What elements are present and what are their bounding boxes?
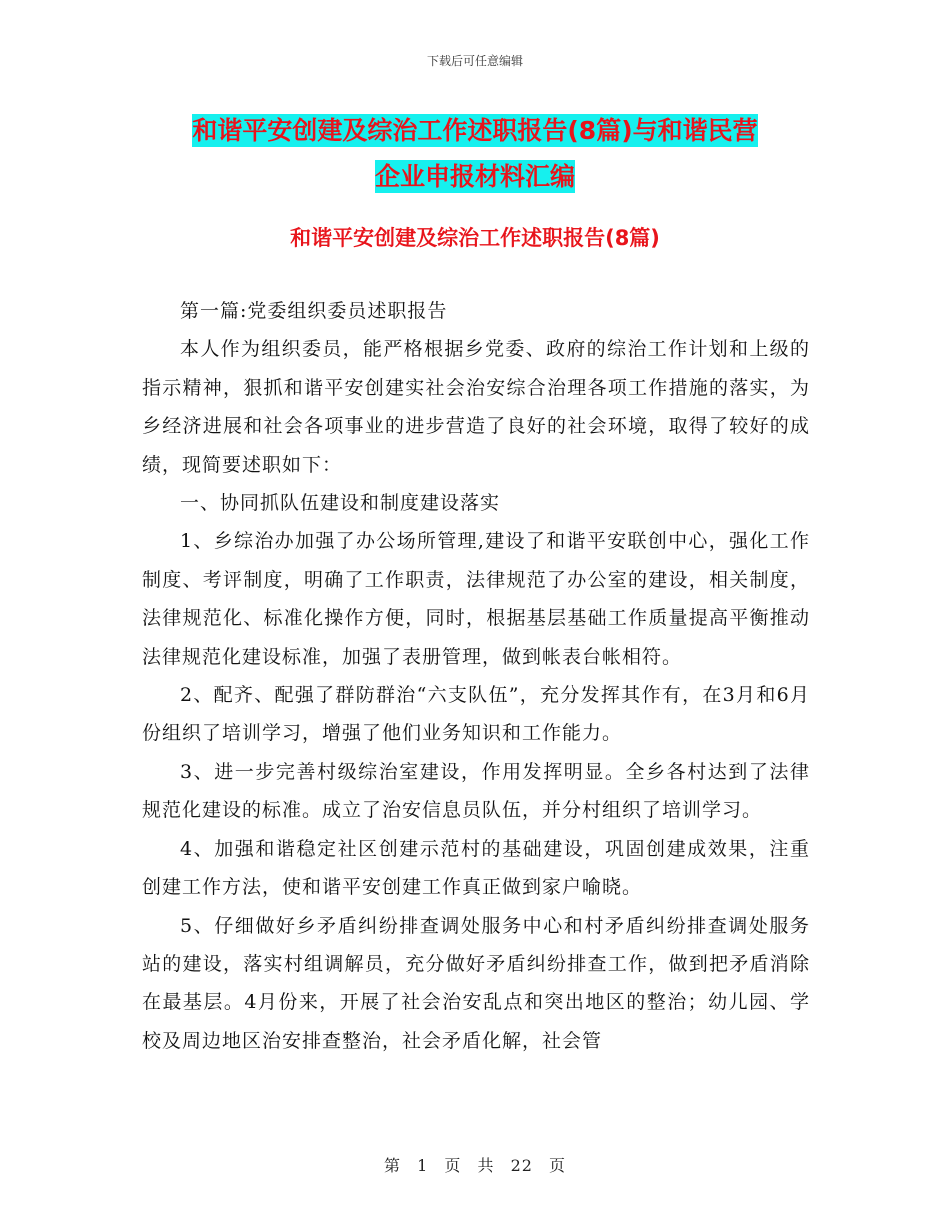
paragraph: 一、协同抓队伍建设和制度建设落实 (180, 492, 501, 515)
main-title-line1: 和谐平安创建及综治工作述职报告(8篇)与和谐民营 (192, 116, 758, 145)
section-title: 和谐平安创建及综治工作述职报告(8篇) (290, 226, 660, 250)
footer-suffix: 页 (549, 1156, 567, 1175)
footer-total-word: 共 (477, 1156, 495, 1175)
body-text (142, 292, 810, 1060)
footer-page-number: 1 (417, 1156, 429, 1175)
footer-page-word: 页 (444, 1156, 462, 1175)
paragraph: 1、乡综治办加强了办公场所管理,建设了和谐平安联创中心，强化工作制度、考评制度，明确了工作职责，法律规范了办公室的建设，相关制度，法律规范化、标准化操作方便，同时，根据基层基础工作质量提高平衡推动法律规范化建设标准，加强了表册管理，做到帐表台帐相符。 (142, 530, 810, 668)
footer-prefix: 第 (383, 1156, 401, 1175)
paragraph: 4、加强和谐稳定社区创建示范村的基础建设，巩固创建成效果，注重创建工作方法，使和谐平安创建工作真正做到家户喻晓。 (142, 837, 810, 899)
paragraph: 3、进一步完善村级综治室建设，作用发挥明显。全乡各村达到了法律规范化建设的标准。成立了治安信息员队伍，并分村组织了培训学习。 (142, 760, 810, 822)
paragraph: 5、仔细做好乡矛盾纠纷排查调处服务中心和村矛盾纠纷排查调处服务站的建设，落实村组调解员，充分做好矛盾纠纷排查工作，做到把矛盾消除在最基层。4月份来，开展了社会治安乱点和突出地区的整治；幼儿园、学校及周边地区治安排查整治，社会矛盾化解，社会管 (142, 914, 810, 1052)
paragraph: 第一篇:党委组织委员述职报告 (180, 300, 448, 322)
page-footer (0, 1153, 950, 1176)
header-note: 下载后可任意编辑 (426, 54, 523, 68)
paragraph: 2、配齐、配强了群防群治“六支队伍”，充分发挥其作有，在3月和6月份组织了培训学习，增强了他们业务知识和工作能力。 (142, 684, 810, 745)
main-title-line2: 企业申报材料汇编 (374, 162, 575, 191)
main-title (140, 108, 810, 200)
paragraph: 本人作为组织委员，能严格根据乡党委、政府的综治工作计划和上级的指示精神，狠抓和谐平安创建实社会治安综合治理各项工作措施的落实，为乡经济进展和社会各项事业的进步营造了良好的社会环境，取得了较好的成绩，现简要述职如下： (142, 338, 810, 476)
footer-total-pages: 22 (510, 1156, 533, 1175)
